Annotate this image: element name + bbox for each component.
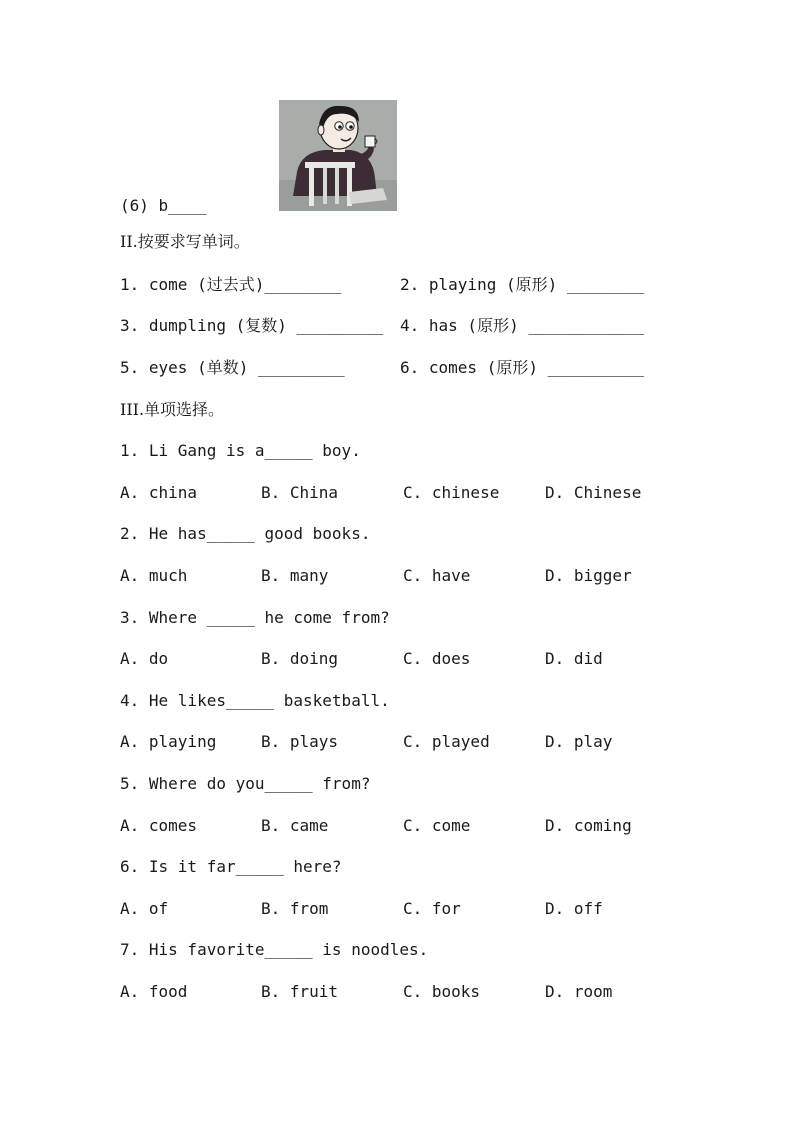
question-7-option-b: B. fruit <box>261 982 339 1001</box>
section-3-title: III.单项选择。 <box>120 400 225 419</box>
word-item-5: 5. eyes (单数) _________ <box>120 358 345 377</box>
question-4-option-b: B. plays <box>261 732 339 751</box>
question-6-option-c: C. for <box>403 899 461 918</box>
word-item-1: 1. come (过去式)________ <box>120 275 342 294</box>
question-5-option-b: B. came <box>261 816 329 835</box>
question-4-option-a: A. playing <box>120 732 217 751</box>
question-2-option-b: B. many <box>261 566 329 585</box>
question-4: 4. He likes_____ basketball. <box>120 691 390 710</box>
question-3-option-d: D. did <box>545 649 603 668</box>
boy-drinking-illustration <box>279 100 397 211</box>
question-7-option-a: A. food <box>120 982 188 1001</box>
boy-picture <box>279 100 397 211</box>
question-4-option-c: C. played <box>403 732 490 751</box>
question-5-option-a: A. comes <box>120 816 198 835</box>
section-2-title: II.按要求写单词。 <box>120 232 250 251</box>
question-1: 1. Li Gang is a_____ boy. <box>120 441 361 460</box>
word-item-2: 2. playing (原形) ________ <box>400 275 644 294</box>
question-4-option-d: D. play <box>545 732 613 751</box>
word-item-3: 3. dumpling (复数) _________ <box>120 316 384 335</box>
question-7-option-c: C. books <box>403 982 481 1001</box>
word-item-4: 4. has (原形) ____________ <box>400 316 644 335</box>
question-5-option-c: C. come <box>403 816 471 835</box>
question-3-option-a: A. do <box>120 649 169 668</box>
question-1-option-b: B. China <box>261 483 339 502</box>
question-2-option-c: C. have <box>403 566 471 585</box>
item-6-label: (6) b____ <box>120 196 207 215</box>
question-6-option-b: B. from <box>261 899 329 918</box>
word-item-6: 6. comes (原形) __________ <box>400 358 644 377</box>
question-3-option-c: C. does <box>403 649 471 668</box>
question-1-option-c: C. chinese <box>403 483 500 502</box>
question-6-option-a: A. of <box>120 899 169 918</box>
question-7-option-d: D. room <box>545 982 613 1001</box>
question-2: 2. He has_____ good books. <box>120 524 371 543</box>
question-1-option-a: A. china <box>120 483 198 502</box>
question-6-option-d: D. off <box>545 899 603 918</box>
question-3: 3. Where _____ he come from? <box>120 608 390 627</box>
question-2-option-a: A. much <box>120 566 188 585</box>
question-5-option-d: D. coming <box>545 816 632 835</box>
question-3-option-b: B. doing <box>261 649 339 668</box>
question-6: 6. Is it far_____ here? <box>120 857 342 876</box>
question-1-option-d: D. Chinese <box>545 483 642 502</box>
question-5: 5. Where do you_____ from? <box>120 774 371 793</box>
question-2-option-d: D. bigger <box>545 566 632 585</box>
question-7: 7. His favorite_____ is noodles. <box>120 940 429 959</box>
